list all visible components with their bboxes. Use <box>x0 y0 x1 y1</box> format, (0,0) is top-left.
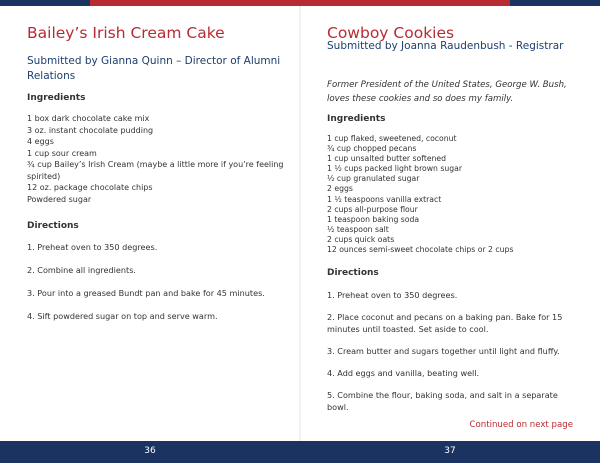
directions-list <box>27 241 287 322</box>
ingredients-heading: Ingredients <box>27 93 86 103</box>
ingredient-list <box>27 113 289 205</box>
ingredient-item: 2 cups quick oats <box>327 234 395 244</box>
ingredient-item: 1 ½ cups packed light brown sugar <box>327 164 462 174</box>
directions-heading: Directions <box>327 268 379 278</box>
page-number-left: 36 <box>144 446 156 456</box>
direction-step: 1. Preheat oven to 350 degrees. <box>27 242 158 252</box>
direction-step: 1. Preheat oven to 350 degrees. <box>327 290 458 300</box>
direction-step: 2. Combine all ingredients. <box>27 265 136 275</box>
ingredient-item: 1 cup sour cream <box>27 148 97 158</box>
submitted-by: Submitted by Joanna Raudenbush - Registrar <box>327 40 564 52</box>
direction-step: 3. Pour into a greased Bundt pan and bake for 45 minutes. <box>27 288 265 298</box>
ingredient-item: 1 teaspoon baking soda <box>327 214 420 224</box>
ingredient-item: 1 box dark chocolate cake mix <box>27 114 150 123</box>
ingredient-item: 12 oz. package chocolate chips <box>27 183 153 192</box>
continued-note: Continued on next page <box>469 420 573 430</box>
page-number-right: 37 <box>444 446 456 456</box>
ingredient-list <box>327 134 513 255</box>
direction-step: 4. Sift powdered sugar on top and serve warm. <box>27 311 218 321</box>
ingredient-item: 4 eggs <box>27 137 54 146</box>
recipe-title: Cowboy Cookies <box>327 24 455 42</box>
footer-bar <box>0 441 600 463</box>
ingredient-item: ½ teaspoon salt <box>327 224 389 234</box>
recipe-title: Bailey’s Irish Cream Cake <box>27 24 225 42</box>
recipe-intro: Former President of the United States, George W. Bush, loves these cookies and so does my family. <box>327 80 567 104</box>
ingredient-item: 1 cup unsalted butter softened <box>327 154 447 164</box>
ingredient-item: 2 cups all-purpose flour <box>327 204 418 214</box>
direction-step: 4. Add eggs and vanilla, beating well. <box>327 368 480 378</box>
submitted-by: Submitted by Gianna Quinn – Director of Alumni Relations <box>27 55 281 82</box>
ingredient-item: ¾ cup chopped pecans <box>327 144 417 154</box>
direction-step: 3. Cream butter and sugars together until light and fluffy. <box>327 346 560 356</box>
ingredient-item: 3 oz. instant chocolate pudding <box>27 125 154 135</box>
ingredient-item: Powdered sugar <box>27 194 92 204</box>
right-page <box>300 6 600 441</box>
ingredient-item: ¾ cup Bailey’s Irish Cream (maybe a little more if you’re feeling spirited) <box>27 160 284 181</box>
ingredient-item: 2 eggs <box>327 184 353 194</box>
ingredient-item: ½ cup granulated sugar <box>327 174 420 184</box>
direction-step: 5. Combine the flour, baking soda, and salt in a separate bowl. <box>327 390 558 412</box>
ingredient-item: 1 cup flaked, sweetened, coconut <box>327 134 457 143</box>
directions-list <box>327 289 577 413</box>
ingredients-heading: Ingredients <box>327 114 386 124</box>
directions-heading: Directions <box>27 221 79 231</box>
direction-step: 2. Place coconut and pecans on a baking pan. Bake for 15 minutes until toasted. Set aside to cool. <box>327 312 563 334</box>
ingredient-item: 1 ½ teaspoons vanilla extract <box>327 194 442 204</box>
ingredient-item: 12 ounces semi-sweet chocolate chips or 2 cups <box>327 245 514 255</box>
left-page <box>0 6 300 441</box>
